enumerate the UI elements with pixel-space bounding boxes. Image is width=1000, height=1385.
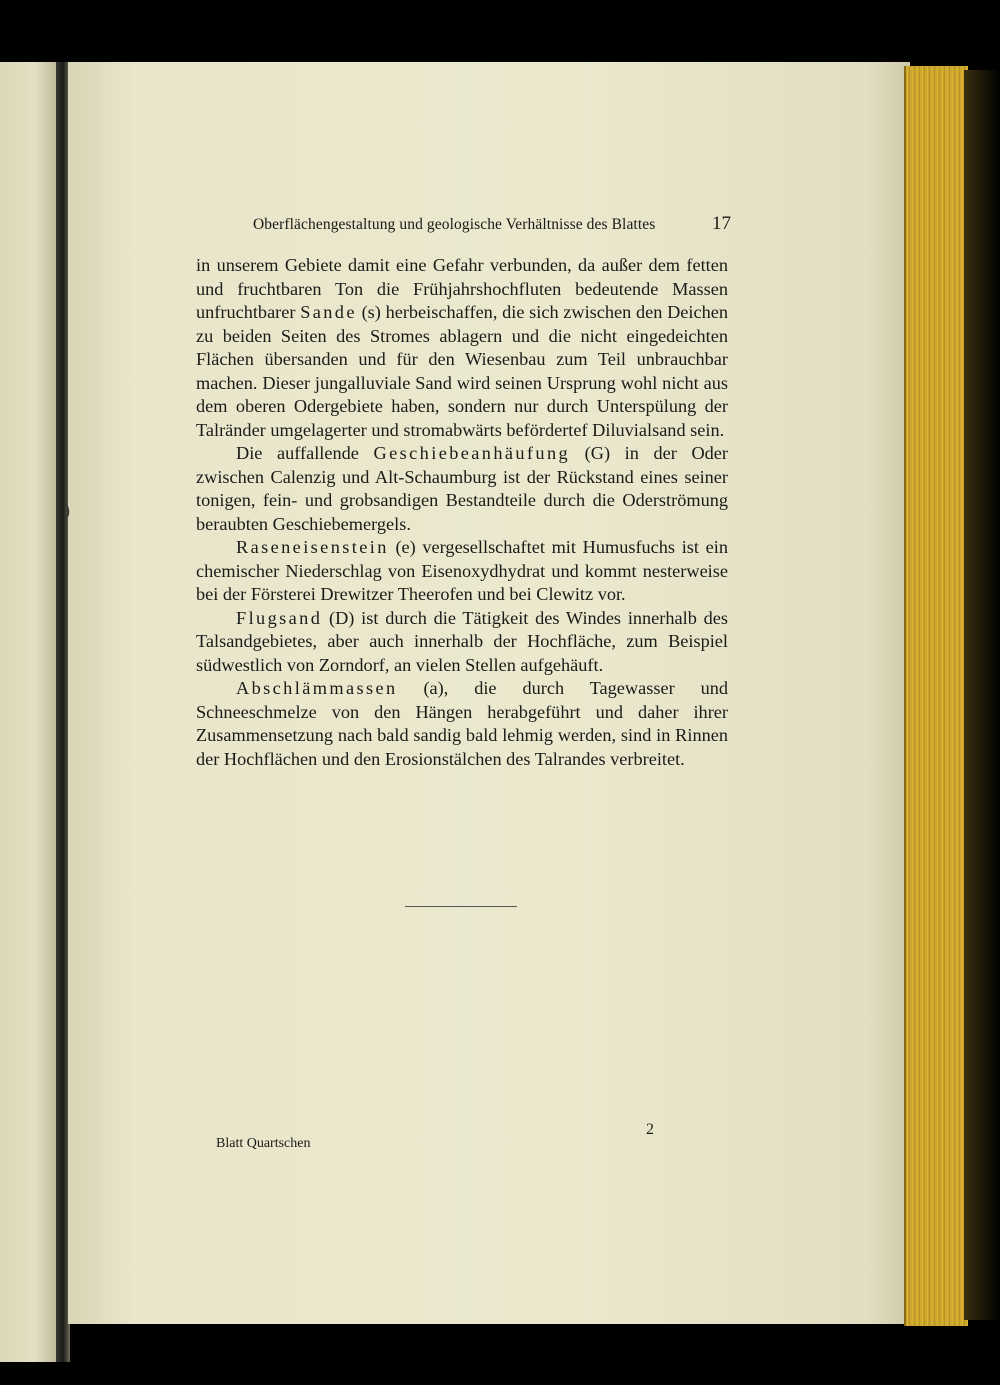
sheet-number: 2 [646,1121,654,1138]
spaced-term: Raseneisenstein [236,537,389,557]
spaced-term: Abschlämmassen [236,678,398,698]
text-run: (e) vergesellschaftet mit Humusfuchs ist ein chemischer Niederschlag von Eisenoxydhydrat und kommt nesterweise bei der Försterei Drewitzer Theerofen und bei Clewitz vor. [196,537,728,604]
paragraph [196,254,728,442]
footer-signature: Blatt Quartschen [216,1136,311,1151]
text-run: Die auffallende [236,443,374,463]
paragraph [196,607,728,678]
page-number: 17 [712,213,731,234]
gilt-page-edge [904,66,968,1326]
text-run: (D) ist durch die Tätigkeit des Windes innerhalb des Talsandgebietes, aber auch innerhalb der Hochfläche, zum Beispiel südwestlich von Zorndorf, an vielen Stellen aufgehäuft. [196,607,728,675]
text-run: (s) herbeischaffen, die sich zwischen den Deichen zu beiden Seiten des Stromes ablagern und die nicht eingedeichten Flächen übersanden und für den Wiesenbau zum Teil unbrauchbar machen. Dieser jungalluviale Sand wird seinen Ursprung wohl nicht aus dem oberen Odergebiete haben, sondern nur durch Unterspülung der Talränder umgelagerter und stromabwärts befördertef Diluvialsand sein. [196,302,729,440]
spaced-term: Geschiebeanhäufung [373,443,571,463]
running-head-title: Oberflächengestaltung und geologische Verhältnisse des Blattes [253,216,656,233]
margin-mark: ) [64,500,70,520]
paragraph [196,677,728,771]
facing-page-edge [0,62,58,1362]
paragraph [196,442,728,536]
body-text [196,254,728,771]
spaced-term: Flugsand [236,607,323,628]
paragraph [196,536,728,607]
edge-shadow [964,70,1000,1320]
text-run: (a), die durch Tagewasser und Schneeschmelze von den Hängen herabgeführt und daher ihrer Zusammensetzung nach bald sandig bald lehmig werden, sind in Rinnen der Hochflächen und den Erosionstälchen des Talrandes verbreitet. [196,678,728,769]
spaced-term: Sande [300,302,357,322]
text-run: (G) in der Oder zwischen Calenzig und Alt-Schaumburg ist der Rückstand eines seiner tonigen, fein- und grobsandigen Bestandteile durch die Oderströmung beraubten Geschiebemergels. [196,443,728,534]
section-end-rule [405,906,517,907]
text-run: in unserem Gebiete damit eine Gefahr verbunden, da außer dem fetten und fruchtbaren Ton die Frühjahrshochfluten bedeutende Massen unfruchtbarer [196,255,728,322]
running-head [253,214,733,238]
